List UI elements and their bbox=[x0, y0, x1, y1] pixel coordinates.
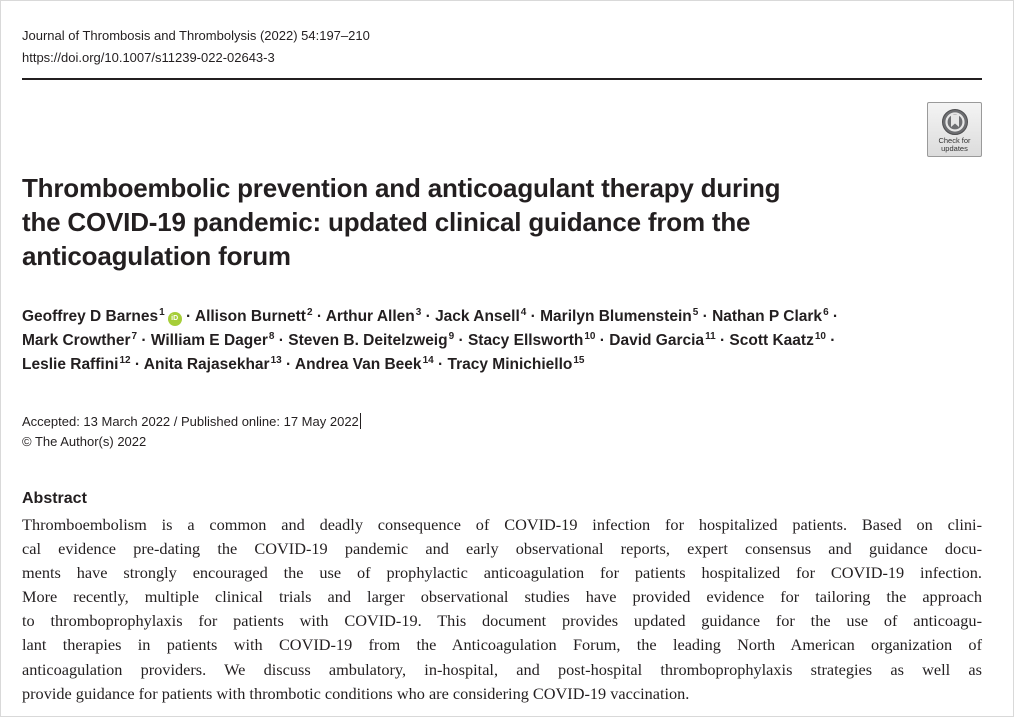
abstract-line: cal evidence pre-dating the COVID-19 pandemic and early observational reports, expert consensus and guidance docu- bbox=[22, 539, 982, 559]
affiliation-ref[interactable]: 14 bbox=[422, 355, 434, 366]
author-name[interactable]: William E Dager bbox=[150, 332, 268, 349]
author-name[interactable]: Stacy Ellsworth bbox=[467, 332, 584, 349]
affiliation-ref[interactable]: 5 bbox=[692, 307, 699, 318]
copyright-notice: © The Author(s) 2022 bbox=[22, 434, 147, 449]
affiliation-ref[interactable]: 10 bbox=[584, 331, 596, 342]
affiliation-ref[interactable]: 1 bbox=[159, 307, 165, 318]
check-for-updates-button[interactable] bbox=[927, 102, 982, 157]
author-name[interactable]: Arthur Allen bbox=[325, 308, 415, 325]
affiliation-ref[interactable]: 3 bbox=[415, 307, 422, 318]
article-dates bbox=[22, 412, 361, 452]
author-name[interactable]: Tracy Minichiello bbox=[447, 356, 573, 373]
author-name[interactable]: Scott Kaatz bbox=[729, 332, 814, 349]
author-name[interactable]: Mark Crowther bbox=[22, 332, 131, 349]
affiliation-ref[interactable]: 11 bbox=[705, 331, 716, 342]
text-cursor bbox=[360, 413, 361, 429]
affiliation-ref[interactable]: 13 bbox=[270, 355, 282, 366]
check-for-updates-icon bbox=[941, 108, 969, 136]
orcid-icon[interactable]: iD bbox=[168, 312, 182, 326]
abstract-line: Thromboembolism is a common and deadly consequence of COVID-19 infection for hospitalized patients. Based on clini- bbox=[22, 515, 982, 534]
author-name[interactable]: Andrea Van Beek bbox=[294, 356, 422, 373]
author-name[interactable]: Geoffrey D Barnes bbox=[22, 308, 159, 325]
check-for-updates-label: Check for updates bbox=[938, 136, 971, 153]
accepted-published-dates: Accepted: 13 March 2022 / Published online: 17 May 2022 bbox=[22, 414, 359, 429]
header-rule bbox=[22, 78, 982, 80]
abstract-body bbox=[22, 513, 982, 706]
abstract-line: ments have strongly encouraged the use of prophylactic anticoagulation for patients hospitalized for COVID-19 infection. bbox=[22, 563, 982, 583]
title-line: Thromboembolic prevention and anticoagulant therapy during bbox=[22, 173, 781, 203]
author-line: Mark Crowther$^7$ · William E Dager$^8$ · Steven B. Deitelzweig$^9$ · Stacy Ellsworth$^{10}$ · David Garcia$^{11}$ · Scott Kaatz$^{10}$ · bbox=[22, 331, 836, 349]
author-list bbox=[22, 305, 982, 377]
affiliation-ref[interactable]: 15 bbox=[573, 355, 585, 366]
author-name[interactable]: Steven B. Deitelzweig bbox=[288, 332, 448, 349]
title-line: anticoagulation forum bbox=[22, 241, 291, 271]
journal-citation: Journal of Thrombosis and Thrombolysis (2022) 54:197–210 bbox=[22, 28, 370, 43]
author-name[interactable]: Nathan P Clark bbox=[712, 308, 823, 325]
abstract-heading: Abstract bbox=[22, 490, 87, 507]
author-name[interactable]: Allison Burnett bbox=[194, 308, 306, 325]
affiliation-ref[interactable]: 4 bbox=[520, 307, 527, 318]
abstract-line: to thromboprophylaxis for patients with COVID-19. This document provides updated guidance for the use of anticoagu- bbox=[22, 611, 982, 631]
abstract-line: lant therapies in patients with COVID-19 from the Anticoagulation Forum, the leading North American organization of bbox=[22, 635, 982, 655]
abstract-line: provide guidance for patients with thrombotic conditions who are considering COVID-19 vaccination. bbox=[22, 683, 690, 703]
affiliation-ref[interactable]: 8 bbox=[268, 331, 275, 342]
affiliation-ref[interactable]: 6 bbox=[823, 307, 829, 318]
abstract-line: More recently, multiple clinical trials and larger observational studies have provided evidence for tailoring the approach bbox=[22, 587, 982, 607]
affiliation-ref[interactable]: 12 bbox=[119, 355, 131, 366]
title-line: the COVID-19 pandemic: updated clinical guidance from the bbox=[22, 207, 751, 237]
affiliation-ref[interactable]: 10 bbox=[814, 331, 826, 342]
article-title bbox=[22, 171, 842, 273]
abstract-line: anticoagulation providers. We discuss ambulatory, in-hospital, and post-hospital thromboprophylaxis strategies as well as bbox=[22, 659, 982, 679]
author-name[interactable]: David Garcia bbox=[609, 332, 705, 349]
affiliation-ref[interactable]: 9 bbox=[448, 331, 455, 342]
affiliation-ref[interactable]: 2 bbox=[306, 307, 313, 318]
doi-link[interactable]: https://doi.org/10.1007/s11239-022-02643-3 bbox=[22, 50, 275, 65]
author-line: Geoffrey D Barnes$^1$iD · Allison Burnett$^2$ · Arthur Allen$^3$ · Jack Ansell$^4$ · Marilyn Blumenstein$^5$ · Nathan P Clark$^6$ · bbox=[22, 307, 839, 325]
author-line: Leslie Raffini$^{12}$ · Anita Rajasekhar$^{13}$ · Andrea Van Beek$^{14}$ · Tracy Minichiello$^{15}$ bbox=[22, 355, 585, 373]
author-name[interactable]: Marilyn Blumenstein bbox=[540, 308, 692, 325]
affiliation-ref[interactable]: 7 bbox=[131, 331, 138, 342]
author-name[interactable]: Jack Ansell bbox=[435, 308, 520, 325]
author-name[interactable]: Leslie Raffini bbox=[22, 356, 119, 373]
author-name[interactable]: Anita Rajasekhar bbox=[143, 356, 270, 373]
